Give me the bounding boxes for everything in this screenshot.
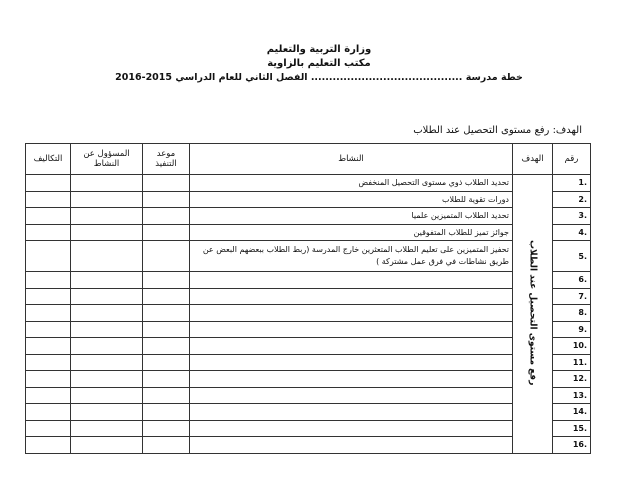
goal-cell: [513, 175, 553, 454]
table-row: [26, 354, 591, 371]
responsible-cell: [71, 371, 143, 388]
costs-cell: [26, 288, 71, 305]
office-title: مكتب التعليم بالزاوية: [267, 58, 371, 69]
row-number: .6: [553, 272, 591, 289]
row-number: .3: [553, 208, 591, 225]
responsible-cell: [71, 354, 143, 371]
date-cell: [143, 288, 190, 305]
row-number: .12: [553, 371, 591, 388]
activity-cell: [190, 354, 513, 371]
row-number: .13: [553, 387, 591, 404]
table-row: [26, 371, 591, 388]
row-number: .8: [553, 305, 591, 322]
date-cell: [143, 354, 190, 371]
row-number: .5: [553, 241, 591, 272]
responsible-cell: [71, 224, 143, 241]
responsible-cell: [71, 387, 143, 404]
date-cell: [143, 208, 190, 225]
responsible-cell: [71, 404, 143, 421]
costs-cell: [26, 191, 71, 208]
date-cell: [143, 272, 190, 289]
activity-cell: جوائز تميز للطلاب المتفوقين: [190, 224, 513, 241]
activity-cell: دورات تقوية للطلاب: [190, 191, 513, 208]
responsible-cell: [71, 321, 143, 338]
activity-cell: تحفيز المتميزين على تعليم الطلاب المتعثرين خارج المدرسة (ربط الطلاب ببعضهم البعض عن طريق نشاطات في فرق عمل مشتركة ): [190, 241, 513, 272]
costs-cell: [26, 387, 71, 404]
activity-cell: [190, 420, 513, 437]
row-number: .10: [553, 338, 591, 355]
costs-cell: [26, 208, 71, 225]
activity-cell: تحديد الطلاب المتميزين علميا: [190, 208, 513, 225]
activity-cell: تحديد الطلاب ذوي مستوى التحصيل المنخفض: [190, 175, 513, 192]
date-cell: [143, 404, 190, 421]
costs-cell: [26, 272, 71, 289]
activity-cell: [190, 387, 513, 404]
header-costs: التكاليف: [26, 144, 71, 175]
row-number: .2: [553, 191, 591, 208]
row-number: .4: [553, 224, 591, 241]
date-cell: [143, 321, 190, 338]
plan-table: [25, 143, 591, 454]
activity-cell: [190, 404, 513, 421]
plan-title: خطة مدرسة .......................................... الفصل الثاني للعام الدراسي 2015-2016: [115, 72, 523, 83]
table-row: [26, 241, 591, 272]
costs-cell: [26, 371, 71, 388]
table-row: [26, 208, 591, 225]
table-row: [26, 305, 591, 322]
header-date-line1: موعد: [156, 149, 176, 159]
activity-cell: [190, 338, 513, 355]
costs-cell: [26, 224, 71, 241]
costs-cell: [26, 437, 71, 454]
costs-cell: [26, 305, 71, 322]
table-row: [26, 175, 591, 192]
date-cell: [143, 387, 190, 404]
responsible-cell: [71, 241, 143, 272]
goal-statement: الهدف: رفع مستوى التحصيل عند الطلاب: [413, 125, 582, 136]
activity-cell: [190, 437, 513, 454]
responsible-cell: [71, 175, 143, 192]
row-number: .7: [553, 288, 591, 305]
date-cell: [143, 241, 190, 272]
activity-cell: [190, 305, 513, 322]
date-cell: [143, 371, 190, 388]
table-row: [26, 338, 591, 355]
table-row: [26, 437, 591, 454]
activity-cell: [190, 272, 513, 289]
date-cell: [143, 224, 190, 241]
table-row: [26, 404, 591, 421]
table-row: [26, 420, 591, 437]
header-date: [143, 144, 190, 175]
costs-cell: [26, 404, 71, 421]
activity-cell: [190, 321, 513, 338]
responsible-cell: [71, 437, 143, 454]
costs-cell: [26, 321, 71, 338]
table-row: [26, 191, 591, 208]
header-num: رقم: [553, 144, 591, 175]
row-number: .11: [553, 354, 591, 371]
date-cell: [143, 175, 190, 192]
date-cell: [143, 437, 190, 454]
goal-vertical-text: رفع مستوى التحصيل عند الطلاب: [527, 240, 538, 386]
responsible-cell: [71, 338, 143, 355]
row-number: .1: [553, 175, 591, 192]
responsible-cell: [71, 305, 143, 322]
table-row: [26, 387, 591, 404]
ministry-title: وزارة التربية والتعليم: [266, 44, 372, 55]
costs-cell: [26, 338, 71, 355]
header-activity: النشاط: [190, 144, 513, 175]
date-cell: [143, 338, 190, 355]
table-row: [26, 321, 591, 338]
table-row: [26, 288, 591, 305]
activity-cell: [190, 288, 513, 305]
header-date-line2: التنفيذ: [155, 159, 177, 169]
responsible-cell: [71, 191, 143, 208]
row-number: .9: [553, 321, 591, 338]
costs-cell: [26, 175, 71, 192]
header-responsible: المسؤول عن النشاط: [71, 144, 143, 175]
costs-cell: [26, 241, 71, 272]
responsible-cell: [71, 208, 143, 225]
costs-cell: [26, 420, 71, 437]
row-number: .15: [553, 420, 591, 437]
responsible-cell: [71, 420, 143, 437]
date-cell: [143, 305, 190, 322]
costs-cell: [26, 354, 71, 371]
date-cell: [143, 420, 190, 437]
responsible-cell: [71, 272, 143, 289]
table-header-row: [26, 144, 591, 175]
table-row: [26, 224, 591, 241]
row-number: .14: [553, 404, 591, 421]
row-number: .16: [553, 437, 591, 454]
date-cell: [143, 191, 190, 208]
table-row: [26, 272, 591, 289]
header-goal: الهدف: [513, 144, 553, 175]
activity-cell: [190, 371, 513, 388]
responsible-cell: [71, 288, 143, 305]
